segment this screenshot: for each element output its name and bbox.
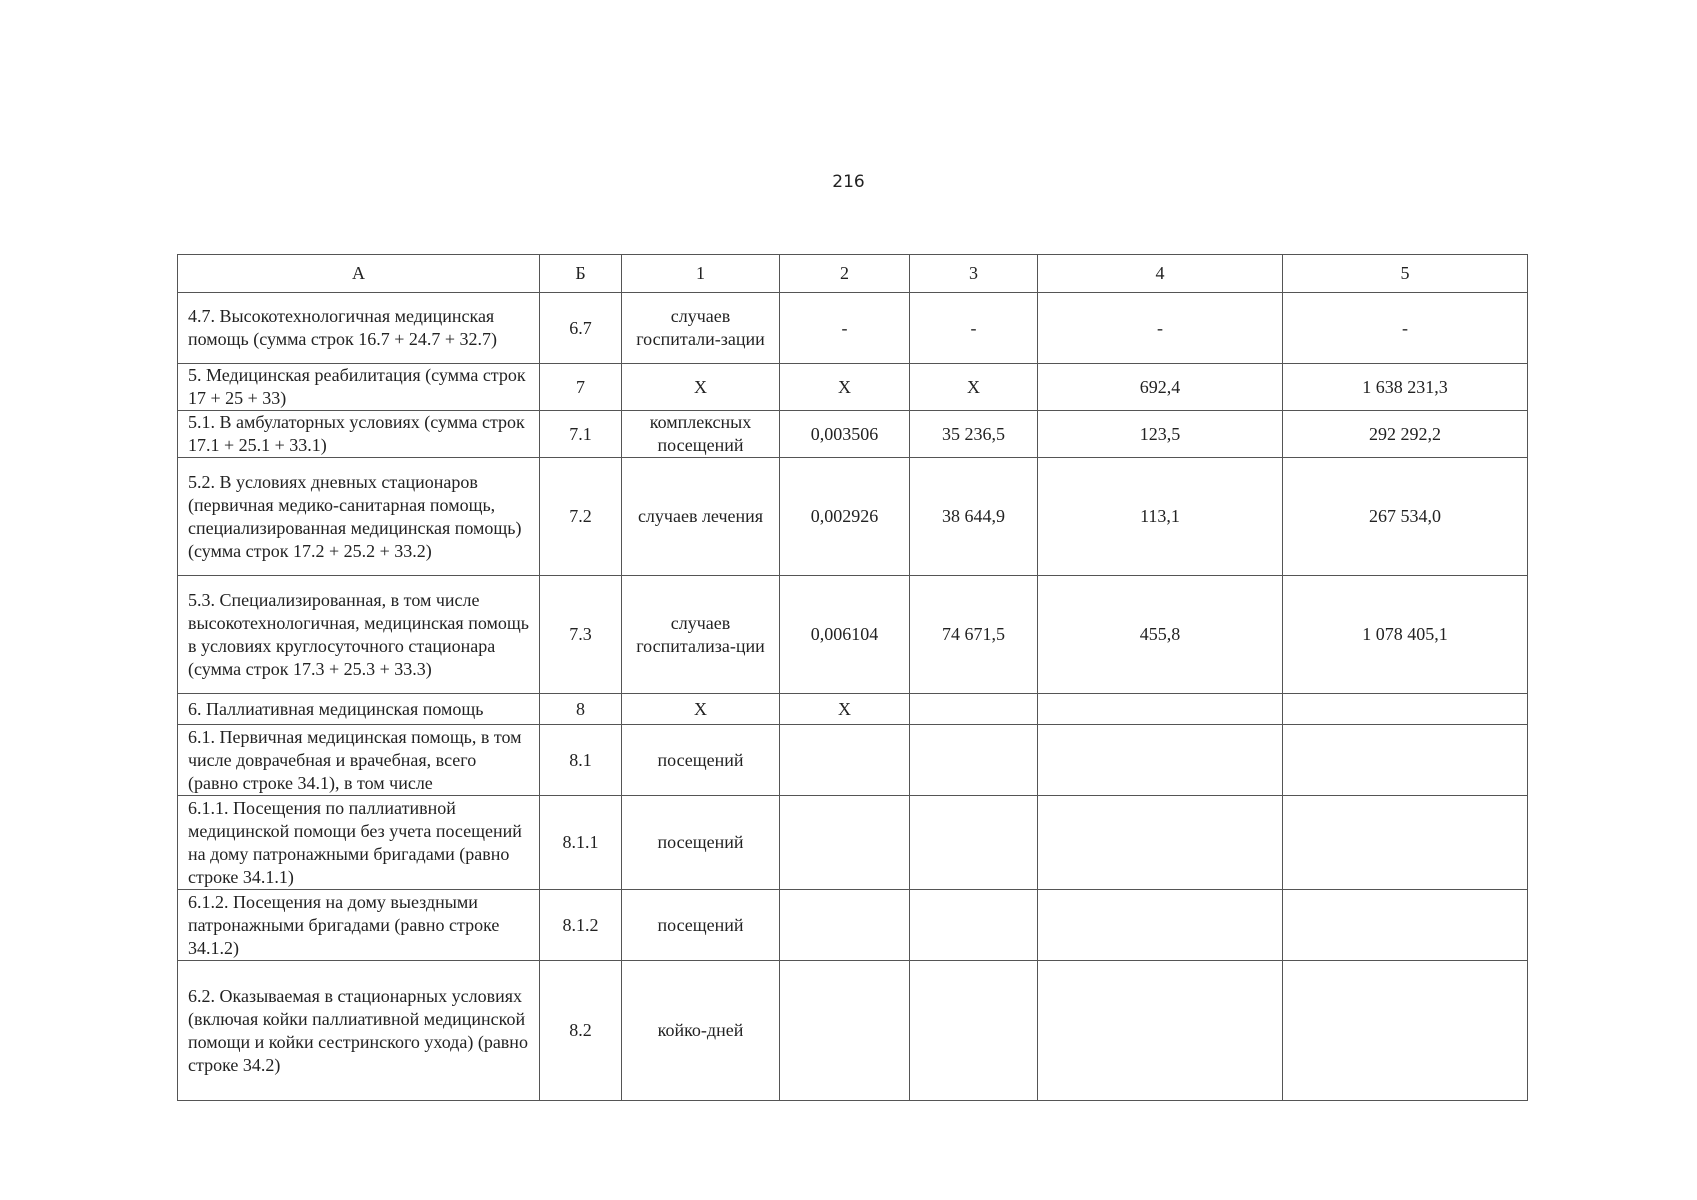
- cell-col-2: [780, 725, 910, 796]
- cell-col-3: [910, 694, 1038, 725]
- table-row: [178, 458, 1528, 576]
- cell-col-4: 123,5: [1038, 411, 1283, 458]
- cell-line-number: 7.1: [540, 411, 622, 458]
- table-row: [178, 725, 1528, 796]
- cell-col-4: [1038, 694, 1283, 725]
- cell-line-number: 8.1: [540, 725, 622, 796]
- table-row: [178, 576, 1528, 694]
- cell-col-5: 1 638 231,3: [1283, 364, 1528, 411]
- cell-name: 5.1. В амбулаторных условиях (сумма строк 17.1 + 25.1 + 33.1): [178, 411, 540, 458]
- header-cell-1: 1: [622, 255, 780, 293]
- cell-line-number: 8: [540, 694, 622, 725]
- header-cell-2: 2: [780, 255, 910, 293]
- cell-unit: случаев госпитали-зации: [622, 293, 780, 364]
- cell-name: 6.1.1. Посещения по паллиативной медицинской помощи без учета посещений на дому патронажными бригадами (равно строке 34.1.1): [178, 796, 540, 890]
- cell-col-3: 38 644,9: [910, 458, 1038, 576]
- cell-col-5: 292 292,2: [1283, 411, 1528, 458]
- cell-unit: Х: [622, 364, 780, 411]
- cell-col-4: [1038, 961, 1283, 1101]
- page-number: 216: [832, 172, 865, 192]
- cell-col-3: [910, 725, 1038, 796]
- cell-name: 4.7. Высокотехнологичная медицинская помощь (сумма строк 16.7 + 24.7 + 32.7): [178, 293, 540, 364]
- cell-col-2: Х: [780, 694, 910, 725]
- cell-line-number: 8.1.1: [540, 796, 622, 890]
- cell-name: 6. Паллиативная медицинская помощь: [178, 694, 540, 725]
- cell-col-3: [910, 796, 1038, 890]
- cell-name: 6.1.2. Посещения на дому выездными патронажными бригадами (равно строке 34.1.2): [178, 890, 540, 961]
- header-cell-a: А: [178, 255, 540, 293]
- cell-col-2: 0,003506: [780, 411, 910, 458]
- cell-line-number: 7.3: [540, 576, 622, 694]
- cell-name: 6.1. Первичная медицинская помощь, в том числе доврачебная и врачебная, всего (равно строке 34.1), в том числе: [178, 725, 540, 796]
- cell-col-5: [1283, 694, 1528, 725]
- cell-name: 5.2. В условиях дневных стационаров (первичная медико-санитарная помощь, специализированная медицинская помощь) (сумма строк 17.2 + 25.2 + 33.2): [178, 458, 540, 576]
- cell-line-number: 6.7: [540, 293, 622, 364]
- table-row: [178, 411, 1528, 458]
- table-row: [178, 694, 1528, 725]
- cell-col-5: -: [1283, 293, 1528, 364]
- cell-col-4: [1038, 725, 1283, 796]
- cell-col-2: Х: [780, 364, 910, 411]
- header-cell-b: Б: [540, 255, 622, 293]
- table-row: [178, 890, 1528, 961]
- cell-col-3: 74 671,5: [910, 576, 1038, 694]
- cell-col-3: [910, 961, 1038, 1101]
- table-row: [178, 293, 1528, 364]
- cell-unit: комплексных посещений: [622, 411, 780, 458]
- cell-col-5: [1283, 961, 1528, 1101]
- cell-col-2: 0,002926: [780, 458, 910, 576]
- cell-col-2: 0,006104: [780, 576, 910, 694]
- cell-col-4: 113,1: [1038, 458, 1283, 576]
- cell-col-3: Х: [910, 364, 1038, 411]
- table-row: [178, 364, 1528, 411]
- cell-name: 6.2. Оказываемая в стационарных условиях (включая койки паллиативной медицинской помощи и койки сестринского ухода) (равно строке 34.2): [178, 961, 540, 1101]
- cell-col-3: [910, 890, 1038, 961]
- cell-col-4: [1038, 796, 1283, 890]
- cell-col-5: [1283, 890, 1528, 961]
- cell-unit: посещений: [622, 725, 780, 796]
- cell-col-4: -: [1038, 293, 1283, 364]
- cell-unit: койко-дней: [622, 961, 780, 1101]
- cell-line-number: 7.2: [540, 458, 622, 576]
- cell-name: 5. Медицинская реабилитация (сумма строк 17 + 25 + 33): [178, 364, 540, 411]
- cell-col-2: [780, 890, 910, 961]
- cell-col-4: 692,4: [1038, 364, 1283, 411]
- cell-line-number: 8.2: [540, 961, 622, 1101]
- cell-col-2: [780, 961, 910, 1101]
- cell-unit: случаев лечения: [622, 458, 780, 576]
- cell-col-4: [1038, 890, 1283, 961]
- header-cell-3: 3: [910, 255, 1038, 293]
- cell-col-5: 267 534,0: [1283, 458, 1528, 576]
- header-cell-4: 4: [1038, 255, 1283, 293]
- cell-col-2: -: [780, 293, 910, 364]
- cell-col-5: 1 078 405,1: [1283, 576, 1528, 694]
- cell-unit: посещений: [622, 890, 780, 961]
- table-row: [178, 961, 1528, 1101]
- cell-col-5: [1283, 725, 1528, 796]
- cell-col-2: [780, 796, 910, 890]
- cell-col-4: 455,8: [1038, 576, 1283, 694]
- table-header-row: [178, 255, 1528, 293]
- cell-col-3: -: [910, 293, 1038, 364]
- cell-line-number: 8.1.2: [540, 890, 622, 961]
- cell-line-number: 7: [540, 364, 622, 411]
- cell-unit: посещений: [622, 796, 780, 890]
- cell-col-5: [1283, 796, 1528, 890]
- cell-unit: Х: [622, 694, 780, 725]
- cell-col-3: 35 236,5: [910, 411, 1038, 458]
- table-row: [178, 796, 1528, 890]
- cell-name: 5.3. Специализированная, в том числе высокотехнологичная, медицинская помощь в условиях круглосуточного стационара (сумма строк 17.3 + 25.3 + 33.3): [178, 576, 540, 694]
- data-table: [177, 254, 1528, 1101]
- cell-unit: случаев госпитализа-ции: [622, 576, 780, 694]
- header-cell-5: 5: [1283, 255, 1528, 293]
